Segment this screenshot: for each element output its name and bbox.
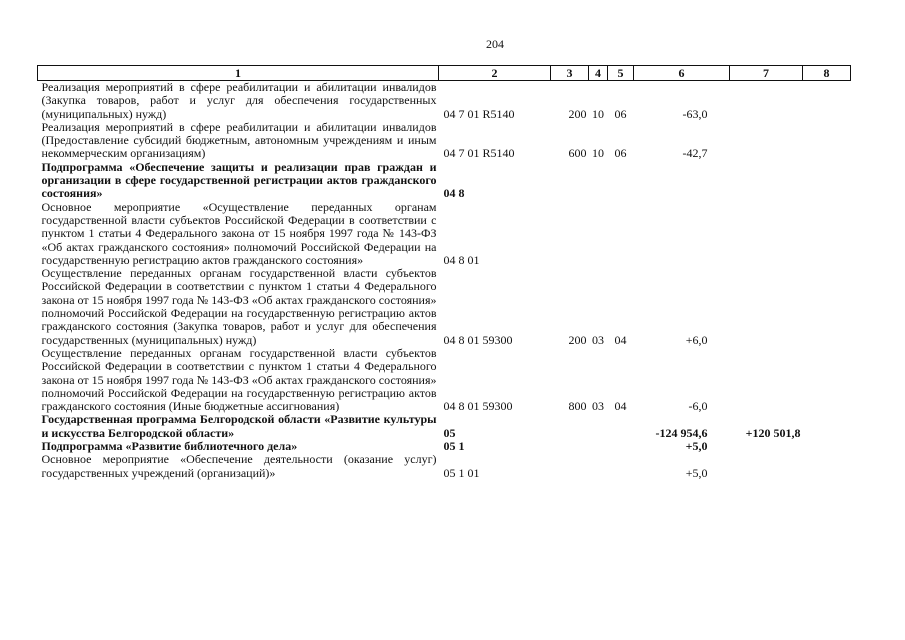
- row-code: 05 1 01: [443, 465, 480, 480]
- row-value-8: [803, 440, 851, 453]
- row-code: 04 8 01 59300: [443, 399, 513, 414]
- row-value-7: [730, 161, 803, 201]
- row-code: 05: [443, 425, 456, 440]
- row-rz: 03: [592, 399, 604, 414]
- row-name: Подпрограмма «Обеспечение защиты и реализации прав граждан и организации в сфере государственной регистрации актов гражданского состояния»: [41, 159, 437, 201]
- row-rz: [589, 201, 608, 267]
- row-pr: [608, 453, 634, 480]
- row-value-7: [730, 440, 803, 453]
- table-header-row: [38, 66, 851, 81]
- row-name: Осуществление переданных органам государственной власти субъектов Российской Федерации в соответствии с пунктом 1 статьи 4 Федерального закона от 15 ноября 1997 года № 143-ФЗ «Об актах гражданского состояния» полномочий Российской Федерации на государственную регистрацию актов гражданского состояния (Закупка товаров, работ и услуг для обеспечения государственных (муниципальных) нужд): [41, 266, 437, 347]
- row-pr: [608, 161, 634, 201]
- header-col-5: 5: [608, 66, 634, 81]
- row-code: 04 8 01 59300: [443, 332, 513, 347]
- row-value-6: [634, 201, 730, 267]
- header-col-1: 1: [38, 66, 439, 81]
- row-value-7: [730, 347, 803, 413]
- row-rz: 10: [592, 106, 604, 121]
- row-rz: [589, 453, 608, 480]
- row-vr: [551, 201, 589, 267]
- row-name: Реализация мероприятий в сфере реабилитации и абилитации инвалидов (Предоставление субсидий бюджетным, автономным учреждениям и иным некоммерческим организациям): [41, 119, 437, 161]
- row-rz: 10: [592, 146, 604, 161]
- row-pr: [608, 201, 634, 267]
- row-pr: [608, 413, 634, 440]
- row-value-6: +5,0: [685, 465, 708, 480]
- row-value-6: -42,7: [682, 146, 708, 161]
- row-pr: [608, 440, 634, 453]
- row-value-8: [803, 201, 851, 267]
- row-name: Основное мероприятие «Осуществление переданных органам государственной власти субъектов Российской Федерации в соответствии с пунктом 1 статьи 4 Федерального закона от 15 ноября 1997 года № 143-ФЗ «Об актах гражданского состояния» полномочий Российской Федерации на государственную регистрацию актов гражданского состояния»: [41, 199, 437, 267]
- header-col-4: 4: [589, 66, 608, 81]
- row-value-7: [730, 201, 803, 267]
- table-row: [38, 201, 851, 267]
- row-rz: [589, 413, 608, 440]
- row-value-6: [634, 161, 730, 201]
- row-value-6: -6,0: [688, 399, 708, 414]
- header-col-6: 6: [634, 66, 730, 81]
- table-row: [38, 81, 851, 121]
- row-rz: 03: [592, 332, 604, 347]
- table-row: [38, 267, 851, 347]
- row-name: Подпрограмма «Развитие библиотечного дела»: [41, 439, 298, 454]
- header-col-8: 8: [803, 66, 851, 81]
- header-col-7: 7: [730, 66, 803, 81]
- row-code: 04 7 01 R5140: [443, 106, 515, 121]
- row-value-7: [730, 267, 803, 347]
- row-value-8: [803, 413, 851, 440]
- row-value-7: [730, 81, 803, 121]
- row-value-8: [803, 267, 851, 347]
- row-value-7: [730, 453, 803, 480]
- row-vr: 800: [568, 399, 587, 414]
- row-value-6: +6,0: [685, 332, 708, 347]
- row-name: Государственная программа Белгородской области «Развитие культуры и искусства Белгородской области»: [41, 412, 437, 440]
- row-code: 04 8: [443, 186, 465, 201]
- budget-table: [37, 65, 851, 480]
- table-row: [38, 440, 851, 453]
- row-pr: 06: [614, 146, 627, 161]
- table-row: [38, 161, 851, 201]
- row-value-8: [803, 81, 851, 121]
- header-col-3: 3: [551, 66, 589, 81]
- row-value-7: [730, 121, 803, 161]
- row-pr: 06: [614, 106, 627, 121]
- table-row: [38, 121, 851, 161]
- row-rz: [589, 161, 608, 201]
- row-value-8: [803, 453, 851, 480]
- page-number: 204: [486, 37, 504, 51]
- row-vr: 600: [568, 146, 587, 161]
- row-vr: [551, 161, 589, 201]
- row-value-7: +120 501,8: [745, 425, 801, 440]
- row-value-6: -63,0: [682, 106, 708, 121]
- row-value-6: +5,0: [685, 439, 708, 454]
- row-name: Осуществление переданных органам государственной власти субъектов Российской Федерации в соответствии с пунктом 1 статьи 4 Федерального закона от 15 ноября 1997 года № 143-ФЗ «Об актах гражданского состояния» полномочий Российской Федерации на государственную регистрацию актов гражданского состояния (Иные бюджетные ассигнования): [41, 345, 437, 414]
- row-vr: [551, 440, 589, 453]
- row-vr: 200: [568, 332, 587, 347]
- row-vr: [551, 413, 589, 440]
- row-rz: [589, 440, 608, 453]
- row-code: 04 7 01 R5140: [443, 146, 515, 161]
- row-value-8: [803, 161, 851, 201]
- table-row: [38, 413, 851, 440]
- table-row: [38, 453, 851, 480]
- row-code: 05 1: [443, 439, 465, 454]
- row-value-8: [803, 347, 851, 413]
- row-code: 04 8 01: [443, 252, 480, 267]
- row-name: Основное мероприятие «Обеспечение деятельности (оказание услуг) государственных учреждений (организаций)»: [41, 452, 437, 480]
- row-pr: 04: [614, 332, 627, 347]
- header-col-2: 2: [439, 66, 551, 81]
- row-pr: 04: [614, 399, 627, 414]
- row-value-8: [803, 121, 851, 161]
- row-value-6: -124 954,6: [655, 425, 708, 440]
- row-vr: [551, 453, 589, 480]
- table-row: [38, 347, 851, 413]
- row-vr: 200: [568, 106, 587, 121]
- row-name: Реализация мероприятий в сфере реабилитации и абилитации инвалидов (Закупка товаров, работ и услуг для обеспечения государственных (муниципальных) нужд): [41, 80, 437, 121]
